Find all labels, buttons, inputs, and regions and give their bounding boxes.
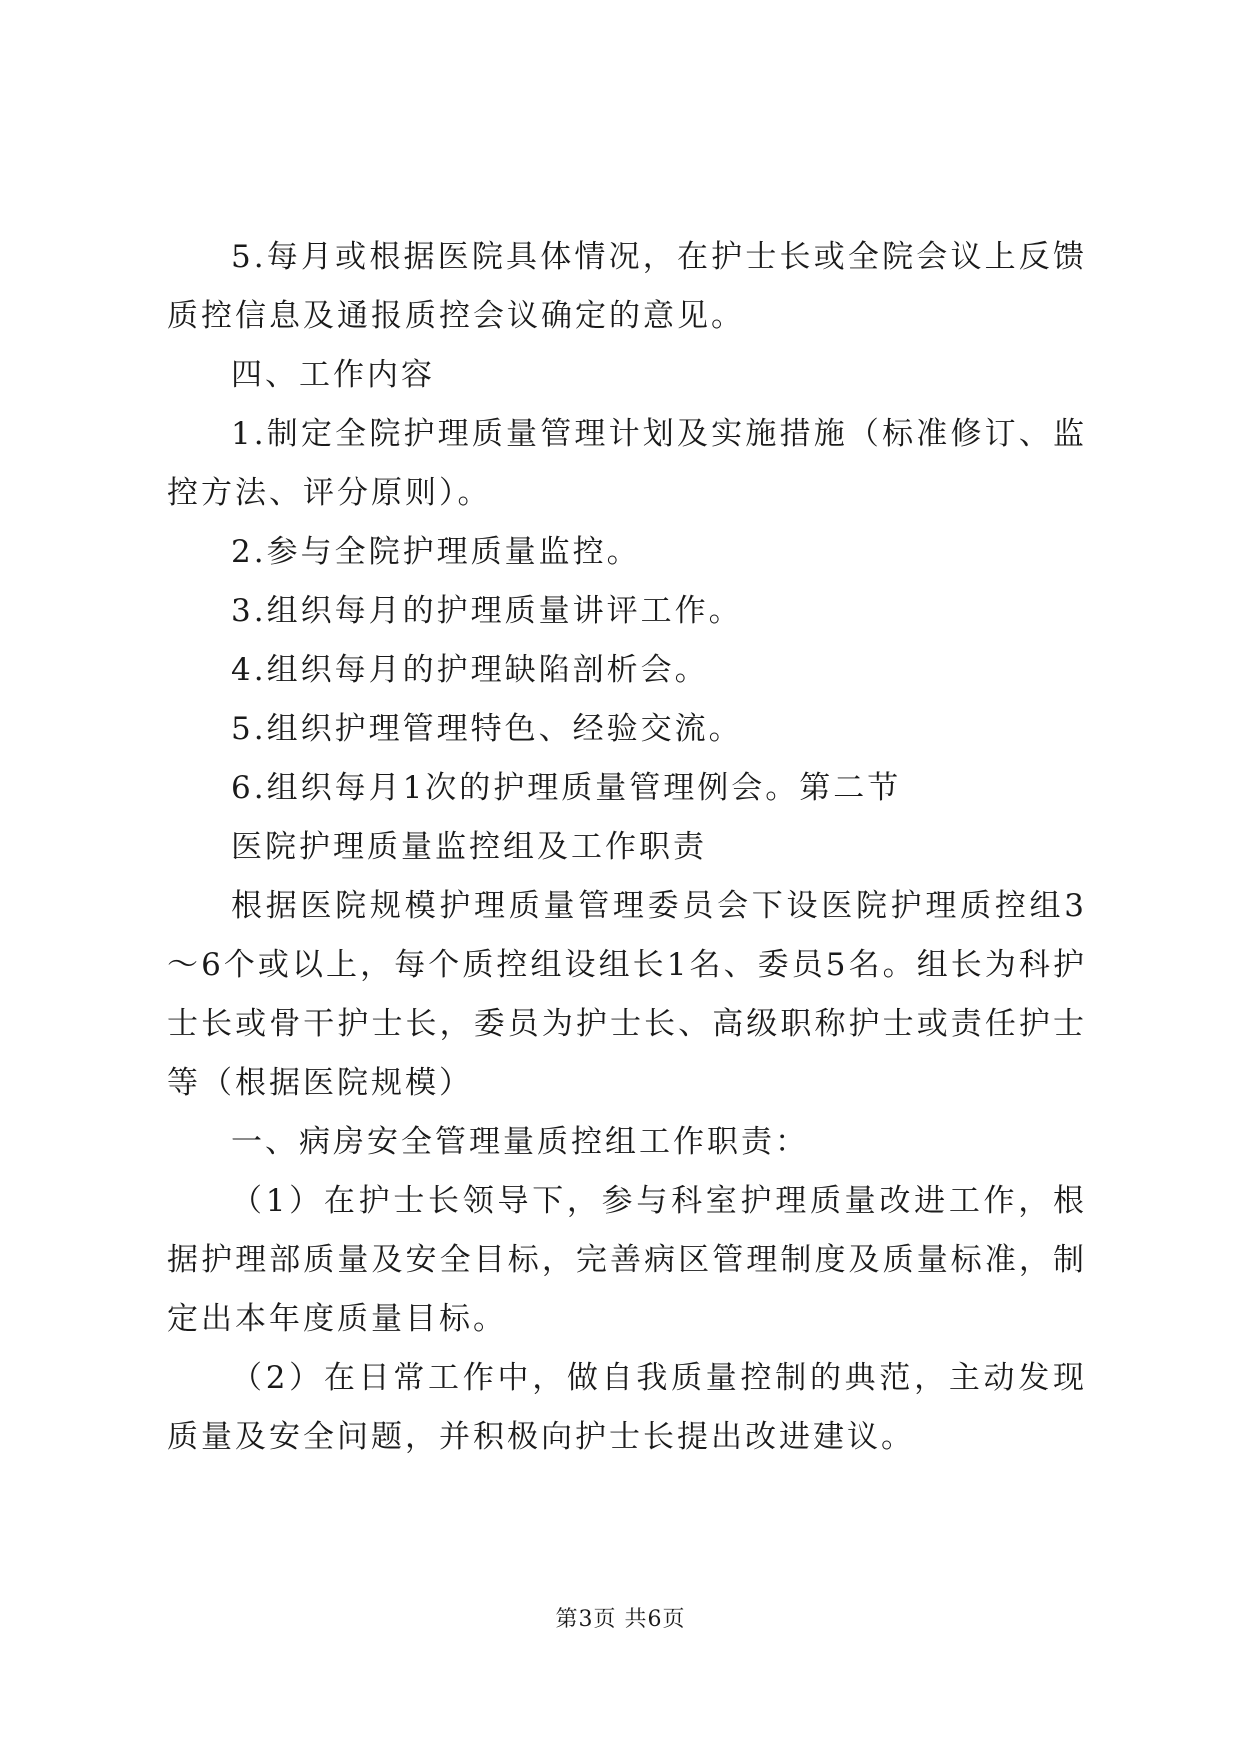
- document-body: [167, 228, 1087, 1467]
- paragraph-item-4: 4.组织每月的护理缺陷剖析会。: [231, 652, 709, 688]
- section-heading-ward-safety: 一、病房安全管理量质控组工作职责：: [231, 1124, 809, 1160]
- section-heading-work-content: 四、工作内容: [231, 357, 435, 393]
- paragraph-reporting: 5.每月或根据医院具体情况，在护士长或全院会议上反馈质控信息及通报质控会议确定的意见。: [167, 239, 1087, 334]
- paragraph-group-setup: 根据医院规模护理质量管理委员会下设医院护理质控组3～6个或以上，每个质控组设组长1名、委员5名。组长为科护士长或骨干护士长，委员为护士长、高级职称护士或责任护士等（根据医院规模）: [167, 888, 1087, 1101]
- page-footer: 第3页 共6页: [555, 1607, 686, 1632]
- paragraph-item-5: 5.组织护理管理特色、经验交流。: [231, 711, 743, 747]
- paragraph-duty-2: （2）在日常工作中，做自我质量控制的典范，主动发现质量及安全问题，并积极向护士长提出改进建议。: [167, 1360, 1087, 1455]
- paragraph-duty-1: （1）在护士长领导下，参与科室护理质量改进工作，根据护理部质量及安全目标，完善病区管理制度及质量标准，制定出本年度质量目标。: [167, 1183, 1087, 1337]
- paragraph-item-2: 2.参与全院护理质量监控。: [231, 534, 641, 570]
- section-heading-monitoring-group: 医院护理质量监控组及工作职责: [231, 829, 707, 865]
- paragraph-item-6: 6.组织每月1次的护理质量管理例会。第二节: [231, 770, 902, 806]
- paragraph-item-1: 1.制定全院护理质量管理计划及实施措施（标准修订、监控方法、评分原则）。: [167, 416, 1087, 511]
- paragraph-item-3: 3.组织每月的护理质量讲评工作。: [231, 593, 743, 629]
